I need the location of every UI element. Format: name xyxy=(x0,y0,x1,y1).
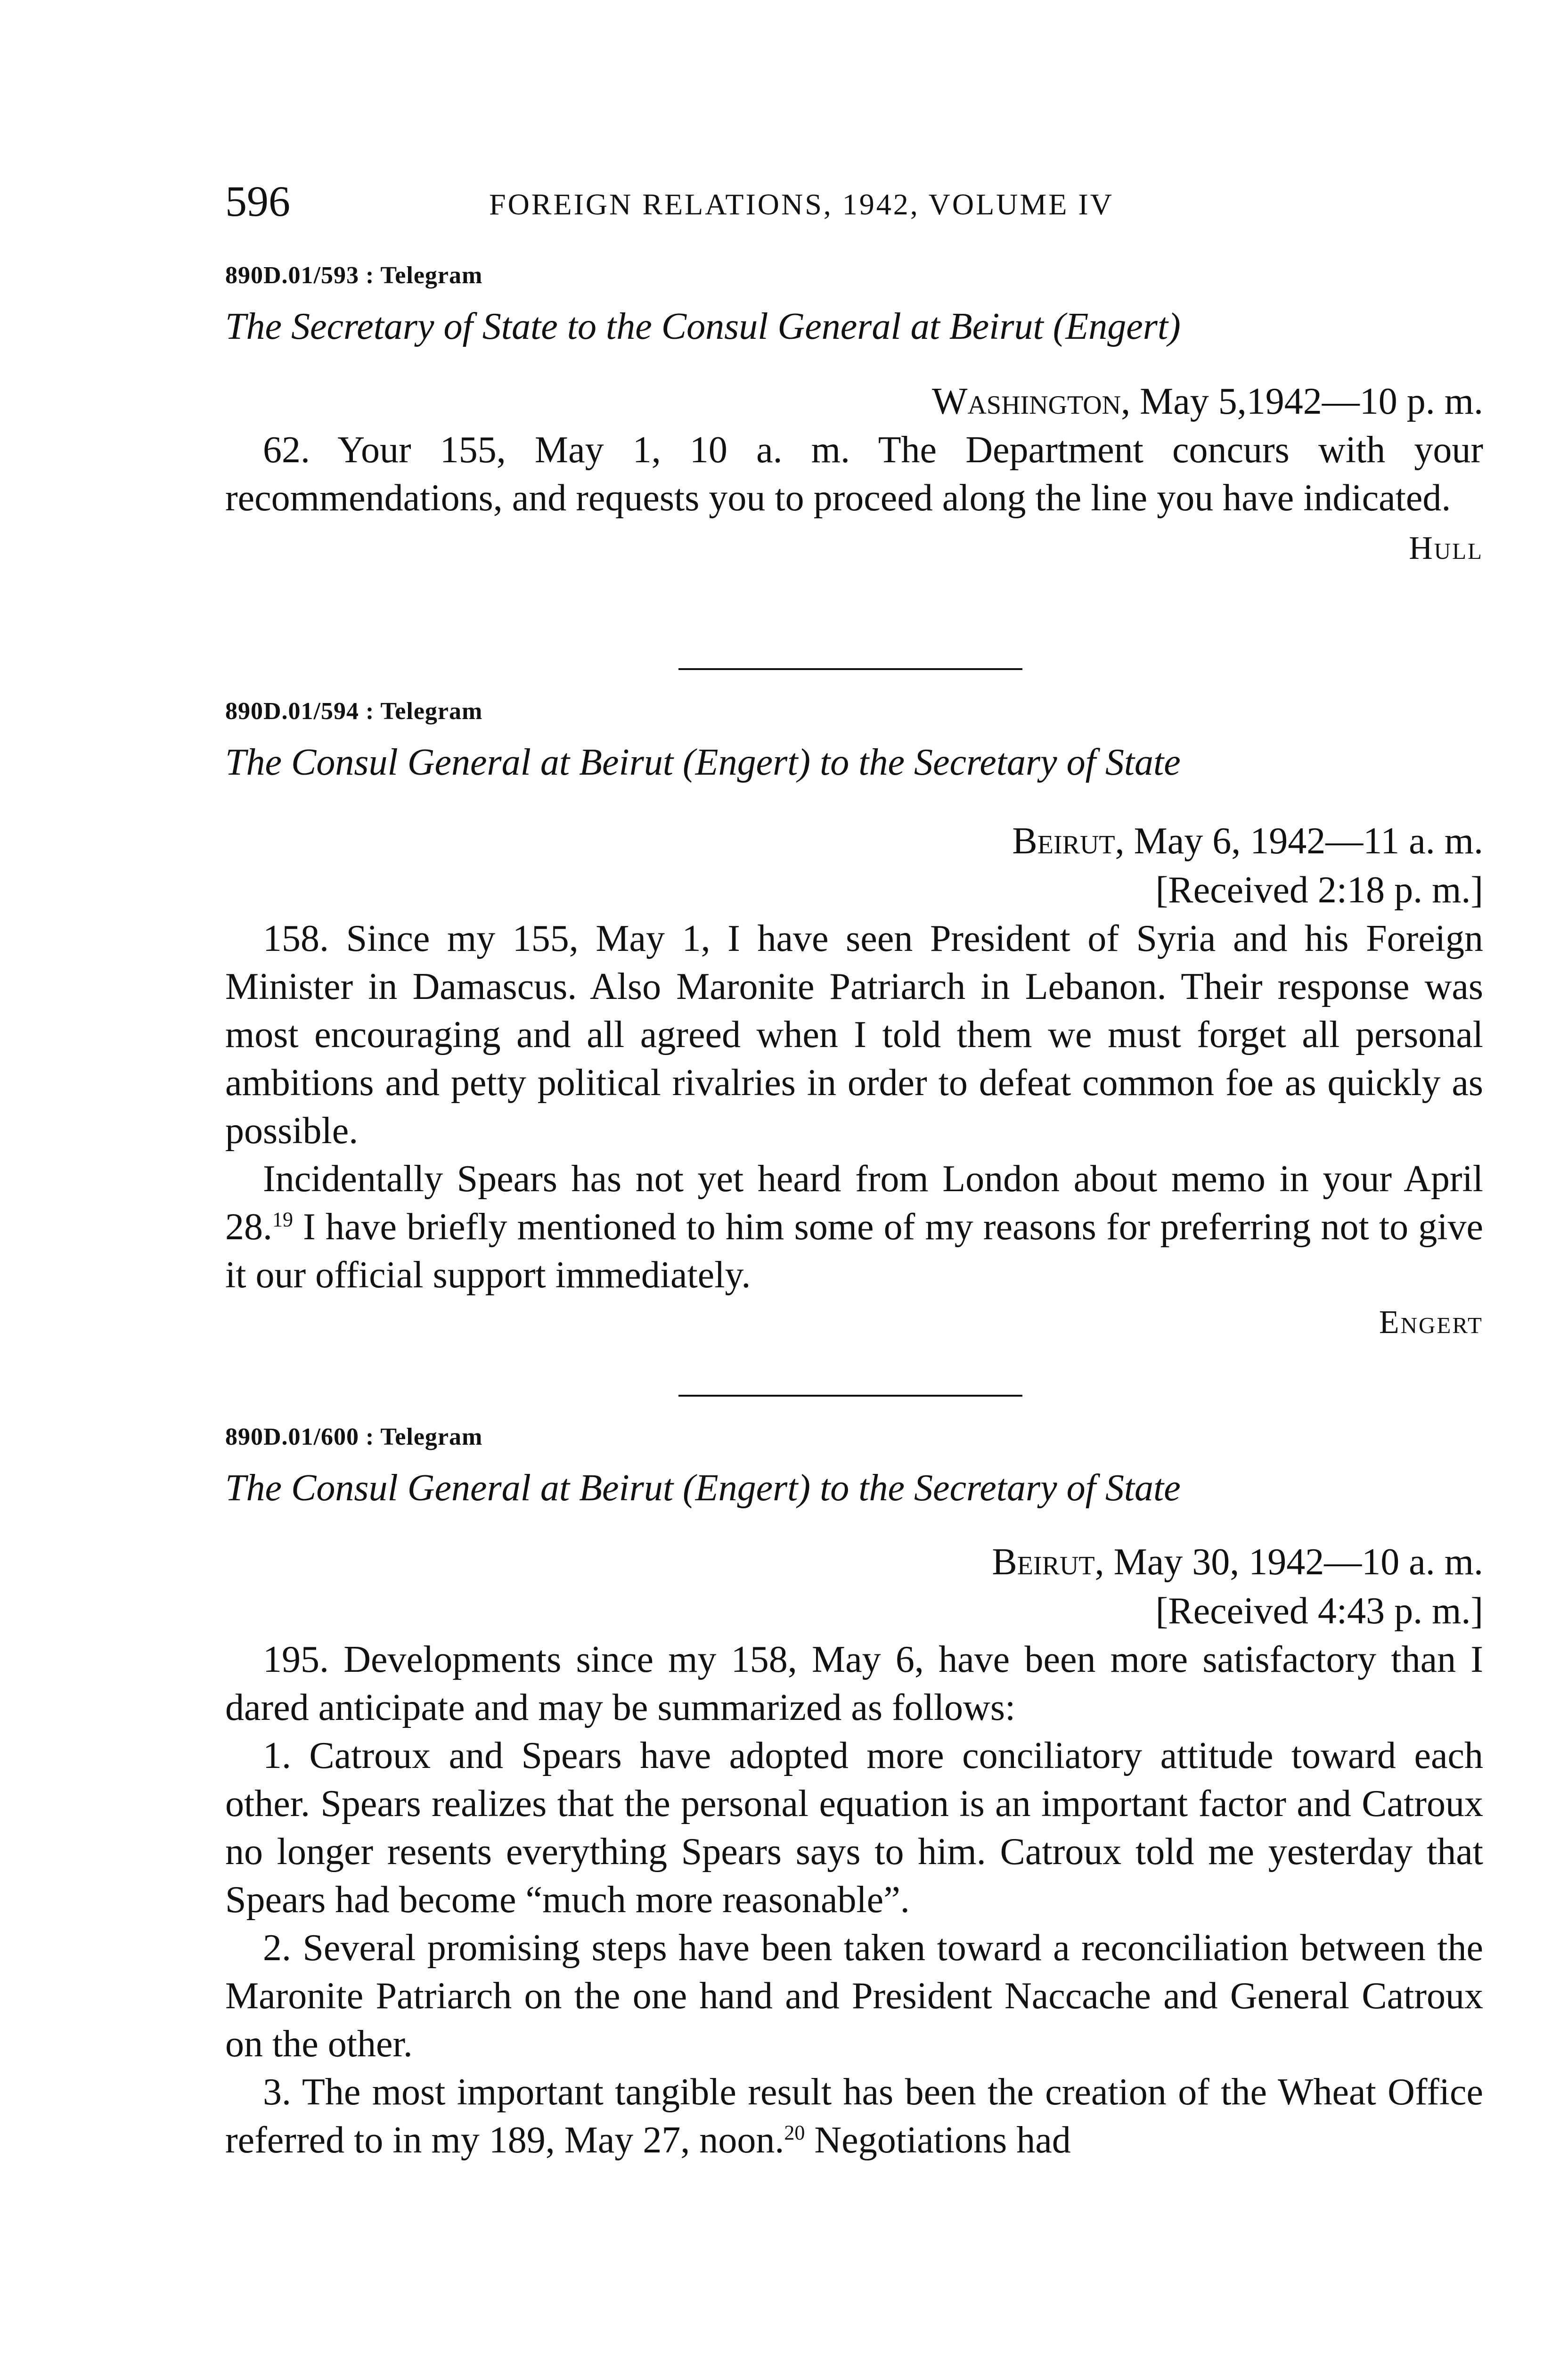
section-divider xyxy=(678,1395,1022,1397)
received-time: [Received 2:18 p. m.] xyxy=(1155,869,1483,911)
dateline-place: Beirut xyxy=(992,1541,1095,1583)
telegram-594 xyxy=(225,695,1483,1346)
page-number: 596 xyxy=(225,177,290,225)
file-reference: 890D.01/593 : Telegram xyxy=(225,262,483,289)
dateline-place: Washington xyxy=(931,381,1121,422)
dateline-date: , May 6, 1942—11 a. m. xyxy=(1115,820,1483,862)
footnote-marker: 20 xyxy=(784,2121,805,2144)
dateline-date: , May 30, 1942—10 a. m. xyxy=(1094,1541,1483,1583)
dateline-date: , May 5,1942—10 p. m. xyxy=(1121,381,1483,422)
paragraph xyxy=(225,2068,1483,2164)
running-head xyxy=(225,175,1483,227)
dateline xyxy=(225,817,1483,866)
file-reference: 890D.01/594 : Telegram xyxy=(225,698,483,725)
paragraph-text: Incidentally Spears has not yet heard from London about memo in your April 28. xyxy=(225,1158,1483,1248)
paragraph-text: I have briefly mentioned to him some of my reasons for preferring not to give it our official support immediately. xyxy=(225,1206,1483,1296)
document-title: The Consul General at Beirut (Engert) to the Secretary of State xyxy=(225,1467,1181,1509)
file-reference: 890D.01/600 : Telegram xyxy=(225,1423,483,1450)
footnote-marker: 19 xyxy=(272,1208,293,1231)
dateline xyxy=(225,377,1483,426)
document-title: The Consul General at Beirut (Engert) to the Secretary of State xyxy=(225,742,1181,783)
section-divider xyxy=(678,668,1022,670)
dateline-place: Beirut xyxy=(1012,820,1115,862)
telegram-593 xyxy=(225,259,1483,572)
paragraph: 2. Several promising steps have been taken toward a reconciliation between the Maronite Patriarch on the one hand and President Naccache and General Catroux on the other. xyxy=(225,1927,1483,2065)
paragraph: 158. Since my 155, May 1, I have seen President of Syria and his Foreign Minister in Damascus. Also Maronite Patriarch in Lebanon. Their response was most encouraging and all agreed when I told them we must forget all personal ambitions and petty political rivalries in order to defeat common foe as quickly as possible. xyxy=(225,918,1483,1152)
paragraph: 62. Your 155, May 1, 10 a. m. The Department concurs with your recommendations, and requests you to proceed along the line you have indicated. xyxy=(225,429,1483,519)
paragraph: 195. Developments since my 158, May 6, have been more satisfactory than I dared anticipate and may be summarized as follows: xyxy=(225,1639,1483,1728)
dateline xyxy=(225,1538,1483,1587)
running-title: FOREIGN RELATIONS, 1942, VOLUME IV xyxy=(489,188,1114,221)
signature: Hull xyxy=(1409,530,1483,566)
paragraph-text: Negotiations had xyxy=(805,2119,1071,2161)
received-time: [Received 4:43 p. m.] xyxy=(1155,1590,1483,1632)
signature: Engert xyxy=(1379,1304,1483,1341)
paragraph xyxy=(225,1155,1483,1299)
paragraph: 1. Catroux and Spears have adopted more conciliatory attitude toward each other. Spears realizes that the personal equation is an important factor and Catroux no longer resents everything Spears says to him. Catroux told me yesterday that Spears had become “much more reasonable”. xyxy=(225,1735,1483,1921)
paragraph-text: 3. The most important tangible result has been the creation of the Wheat Office referred to in my 189, May 27, noon. xyxy=(225,2071,1483,2161)
telegram-600 xyxy=(225,1421,1483,2164)
document-title: The Secretary of State to the Consul General at Beirut (Engert) xyxy=(225,306,1181,347)
